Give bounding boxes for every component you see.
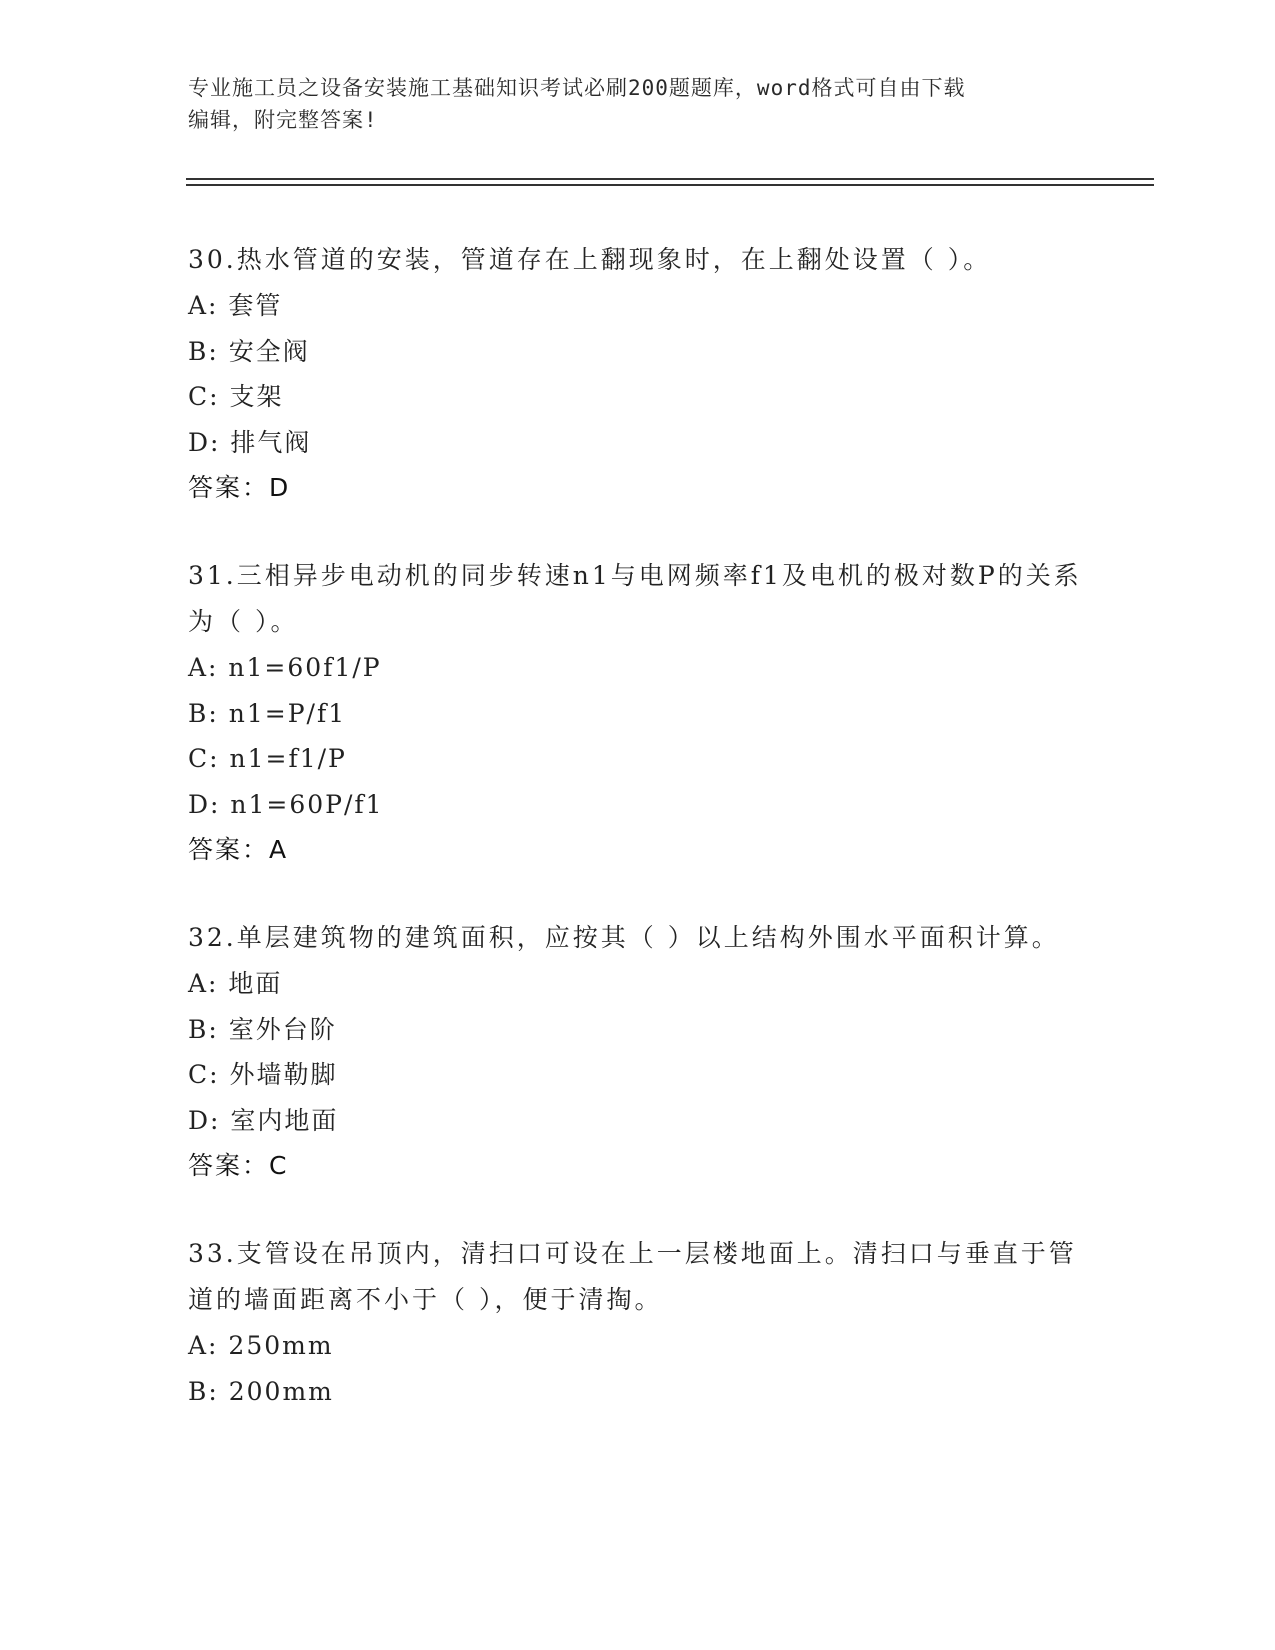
option-d: D: 室内地面 xyxy=(188,1105,339,1135)
option-b: B: 室外台阶 xyxy=(188,1014,337,1044)
question-33 xyxy=(188,1231,1088,1414)
option-b: B: 200mm xyxy=(188,1376,334,1406)
option-c: C: 外墙勒脚 xyxy=(188,1060,338,1089)
question-30 xyxy=(188,237,1088,511)
option-c: C: n1=f1/P xyxy=(188,744,347,773)
option-d: D: n1=60P/f1 xyxy=(188,789,384,819)
answer: 答案：D xyxy=(188,473,291,502)
header-line-1: 专业施工员之设备安装施工基础知识考试必刷200题题库，word格式可自由下载 xyxy=(188,76,966,100)
option-a: A: 套管 xyxy=(188,291,283,320)
question-list xyxy=(188,237,1088,1456)
question-31 xyxy=(188,553,1088,873)
option-a: A: n1=60f1/P xyxy=(188,653,382,682)
header-divider-bottom xyxy=(186,184,1154,186)
header-line-2: 编辑，附完整答案! xyxy=(188,108,378,132)
answer: 答案：A xyxy=(188,835,289,864)
question-stem: 30.热水管道的安装，管道存在上翻现象时，在上翻处设置（ ）。 xyxy=(188,245,992,274)
answer: 答案：C xyxy=(188,1151,289,1180)
option-c: C: 支架 xyxy=(188,382,284,411)
option-a: A: 地面 xyxy=(188,969,283,998)
question-stem: 32.单层建筑物的建筑面积，应按其（ ）以上结构外围水平面积计算。 xyxy=(188,923,1060,952)
header-divider-top xyxy=(186,178,1154,180)
question-stem: 33.支管设在吊顶内，清扫口可设在上一层楼地面上。清扫口与垂直于管道的墙面距离不小于（ ），便于清掏。 xyxy=(188,1239,1077,1314)
question-32 xyxy=(188,915,1088,1189)
option-a: A: 250mm xyxy=(188,1331,334,1360)
option-b: B: 安全阀 xyxy=(188,336,310,366)
question-stem: 31.三相异步电动机的同步转速n1与电网频率f1及电机的极对数P的关系为（ ）。 xyxy=(188,561,1082,636)
document-header xyxy=(188,72,1088,136)
option-d: D: 排气阀 xyxy=(188,427,312,457)
option-b: B: n1=P/f1 xyxy=(188,698,347,728)
